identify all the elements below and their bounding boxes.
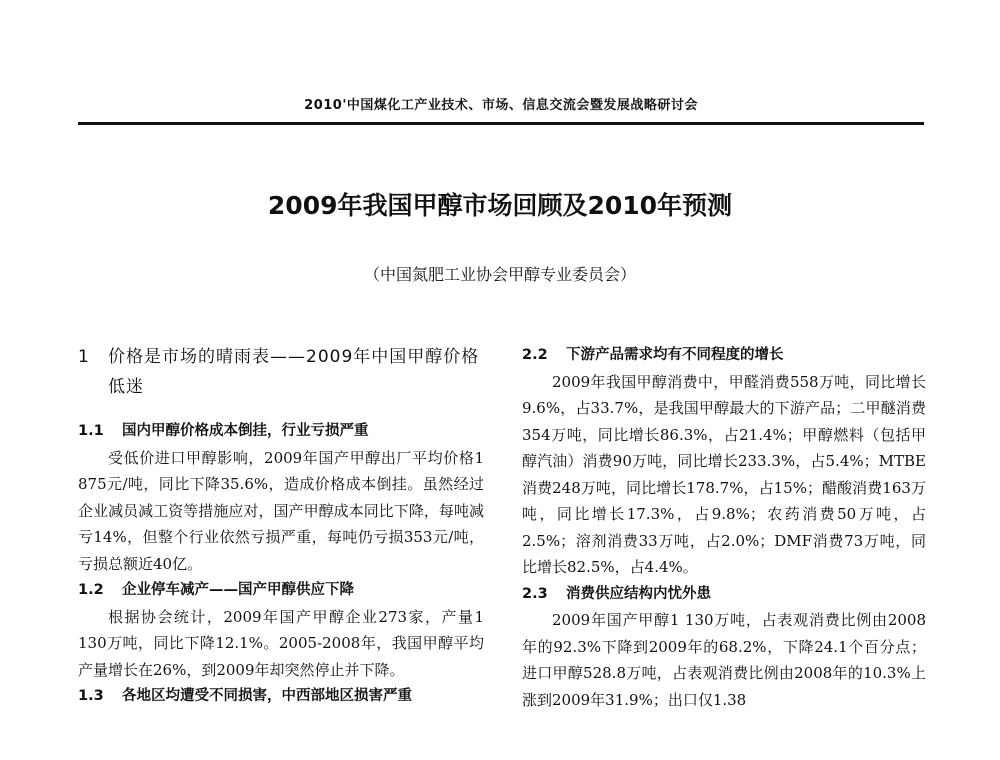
section-title: 各地区均遭受不同损害，中西部地区损害严重 [122, 688, 412, 704]
section-title: 价格是市场的晴雨表——2009年中国甲醇价格低迷 [108, 347, 480, 397]
section-number: 2.3 [522, 585, 548, 602]
section-1-heading [78, 342, 484, 402]
section-title: 下游产品需求均有不同程度的增长 [566, 347, 784, 363]
section-2-3-heading [522, 581, 926, 608]
section-title: 国内甲醇价格成本倒挂，行业亏损严重 [122, 423, 369, 439]
article-author: （中国氮肥工业协会甲醇专业委员会） [363, 265, 636, 284]
section-number: 1 [78, 347, 89, 367]
left-column [78, 342, 484, 710]
section-1-2-paragraph: 根据协会统计，2009年国产甲醇企业273家，产量1 130万吨，同比下降12.1%。2005-2008年，我国甲醇平均产量增长在26%，到2009年却突然停止并下降。 [78, 607, 484, 679]
section-1-1-paragraph: 受低价进口甲醇影响，2009年国产甲醇出厂平均价格1 875元/吨，同比下降35.6%，造成价格成本倒挂。虽然经过企业减员减工资等措施应对，国产甲醇成本同比下降，每吨减亏14%，但整个行业依然亏损严重，每吨仍亏损353元/吨，亏损总额近40亿。 [78, 448, 484, 573]
running-header: 2010'中国煤化工产业技术、市场、信息交流会暨发展战略研讨会 [304, 98, 698, 113]
right-column [522, 342, 926, 713]
section-number: 1.3 [78, 688, 104, 704]
section-2-2-paragraph: 2009年我国甲醇消费中，甲醛消费558万吨，同比增长9.6%，占33.7%，是我国甲醇最大的下游产品；二甲醚消费354万吨，同比增长86.3%，占21.4%；甲醇燃料（包括甲醇汽油）消费90万吨，同比增长233.3%，占5.4%；MTBE消费248万吨，同比增长178.7%，占15%；醋酸消费163万吨，同比增长17.3%，占9.8%；农药消费50万吨，占2.5%；溶剂消费33万吨，占2.0%；DMF消费73万吨，同比增长82.5%，占4.4%。 [522, 372, 926, 576]
section-number: 1.2 [78, 582, 104, 598]
section-number: 1.1 [78, 423, 104, 439]
section-title: 消费供应结构内忧外患 [566, 585, 711, 602]
section-number: 2.2 [522, 347, 548, 363]
article-title: 2009年我国甲醇市场回顾及2010年预测 [267, 191, 733, 220]
section-2-2-heading [522, 342, 926, 369]
section-2-3-paragraph: 2009年国产甲醇1 130万吨，占表观消费比例由2008年的92.3%下降到2009年的68.2%，下降24.1个百分点；进口甲醇528.8万吨，占表观消费比例由2008年的10.3%上涨到2009年31.9%；出口仅1.38 [522, 611, 926, 709]
header-divider [78, 122, 924, 125]
section-1-1-heading [78, 418, 484, 445]
section-1-2-heading [78, 577, 484, 604]
section-title: 企业停车减产——国产甲醇供应下降 [122, 582, 354, 598]
section-1-3-heading [78, 683, 484, 710]
